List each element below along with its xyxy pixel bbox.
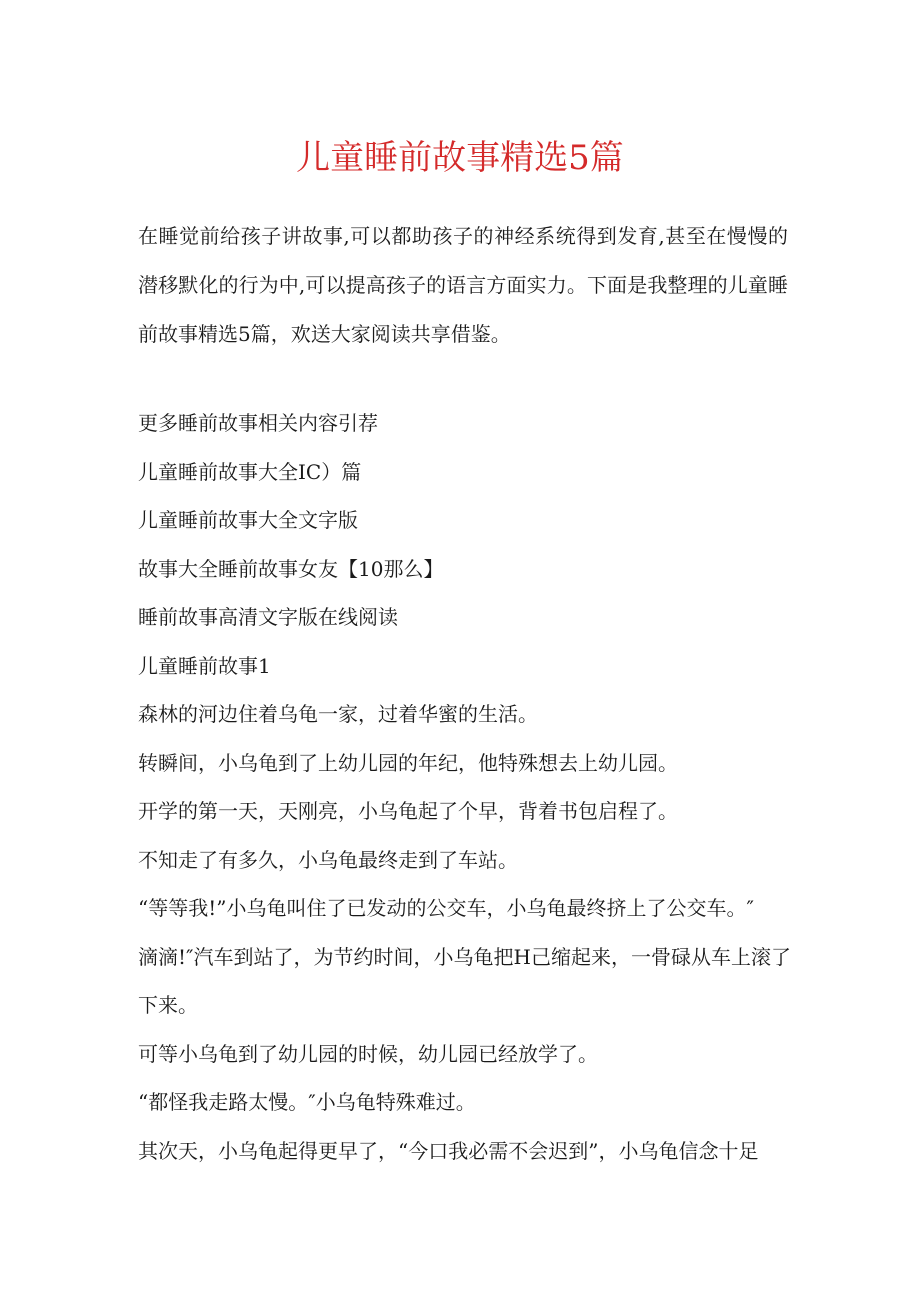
text-line: “都怪我走路太慢。″小乌龟特殊难过。 [138, 1090, 476, 1114]
text-line: 不知走了有多久，小乌龟最终走到了车站。 [138, 847, 518, 872]
story-lines [138, 399, 798, 1175]
intro-paragraph: 在睡觉前给孩子讲故事,可以都助孩子的神经系统得到发育,甚至在慢慢的潜移默化的行为中,可以提高孩子的语言方面实力。下面是我整理的儿童睡前故事精选5篇，欢送大家阅读共享借鉴。 [138, 224, 788, 346]
text-line: 儿童睡前故事1 [138, 653, 271, 678]
text-line: 转瞬间，小乌龟到了上幼儿园的年纪，他特殊想去上幼儿园。 [138, 750, 678, 775]
text-line: 开学的第一天，天刚亮，小乌龟起了个早，背着书包启程了。 [138, 799, 678, 823]
text-line: 森林的河边住着乌龟一家，过着华蜜的生活。 [138, 702, 538, 726]
text-line: 故事大全睡前故事女友【10那么】 [138, 556, 444, 581]
text-line: 更多睡前故事相关内容引荐 [138, 411, 378, 435]
text-line: “等等我!”小乌龟叫住了已发动的公交车，小乌龟最终挤上了公交车。″ [138, 896, 754, 920]
text-line: 睡前故事高清文字版在线阅读 [138, 605, 398, 629]
text-line: 儿童睡前故事大全IC）篇 [138, 459, 362, 484]
text-line: 其次天，小乌龟起得更早了，“今口我必需不会迟到”，小乌龟信念十足 [138, 1138, 759, 1163]
text-line: 儿童睡前故事大全文字版 [138, 508, 358, 532]
text-line: 可等小乌龟到了幼儿园的时候，幼儿园已经放学了。 [138, 1041, 598, 1066]
document-title: 儿童睡前故事精选5篇 [296, 138, 624, 178]
text-line: 滴滴!″汽车到站了，为节约时间，小乌龟把H己缩起来，一骨碌从车上滚了下来。 [138, 944, 791, 1017]
